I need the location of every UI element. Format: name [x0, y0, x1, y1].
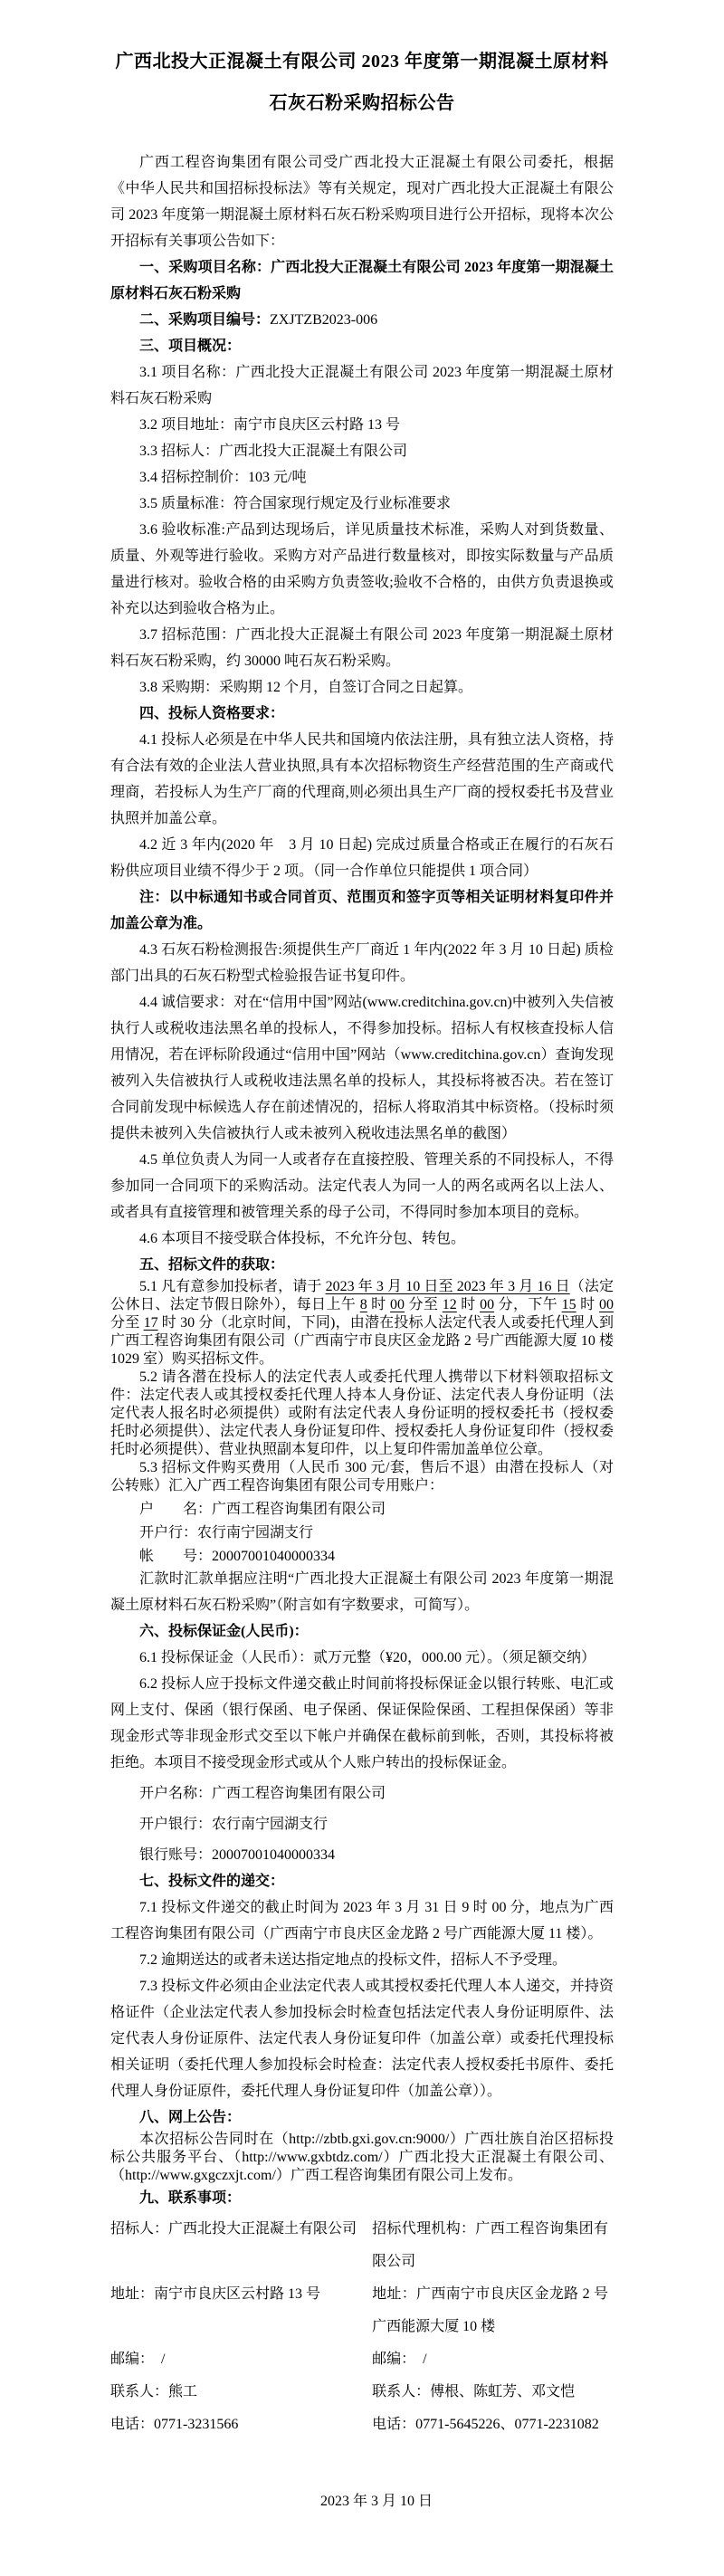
item-4-5 — [110, 1147, 614, 1226]
underlined-text: 00 — [480, 1297, 495, 1312]
item-7-3 — [110, 1973, 614, 2104]
remittance-note — [110, 1566, 614, 1618]
text-run: 5.1 凡有意参加投标者，请于 — [139, 1279, 326, 1294]
text-run: 汇款时汇款单据应注明“广西北投大正混凝土有限公司 2023 年度第一期混凝土原材料石灰石粉采购”（附言如有字数要求，可简写）。 — [110, 1571, 614, 1613]
text-run: （法定公休日、法定节假日除外），每日上午 — [110, 1279, 614, 1312]
item-4-2-note — [110, 884, 614, 937]
underlined-text: 12 — [442, 1297, 457, 1312]
text-run: 3.5 质量标准：符合国家现行规定及行业标准要求 — [139, 496, 452, 511]
item-4-4 — [110, 989, 614, 1147]
text-run: 开户名称：广西工程咨询集团有限公司 — [139, 1786, 386, 1801]
text-run: 3.8 采购期：采购期 12 个月，自签订合同之日起算。 — [139, 680, 473, 695]
item-4-6 — [110, 1226, 614, 1252]
underlined-text: 00 — [390, 1297, 405, 1312]
document-date: 2023 年 3 月 10 日 — [319, 2494, 433, 2509]
text-run: 7.2 逾期送达的或者未送达指定地点的投标文件，招标人不予受理。 — [139, 1952, 567, 1968]
text-run: 4.2 近 3 年内(2020 年 3 月 10 日起) 完成过质量合格或正在履行的石灰石粉供应项目业绩不得少于 2 项。（同一合作单位只能提供 1 项合同） — [110, 837, 614, 879]
text-run: 4.1 投标人必须是在中华人民共和国境内依法注册，具有独立法人资格，持有合法有效的企业法人营业执照,具有本次招标物资生产经营范围的生产商或代理商，若投标人为生产厂商的代理商,则必须出具生产厂商的授权委托书及营业执照并加盖公章。 — [110, 732, 614, 826]
item-3-4 — [110, 464, 614, 491]
document-body — [110, 149, 614, 2211]
deposit-account-number — [110, 1842, 614, 1868]
text-run: 九、联系事项： — [139, 2190, 242, 2206]
item-4-3 — [110, 937, 614, 989]
text-run: 4.5 单位负责人为同一人或者存在直接控股、管理关系的不同投标人，不得参加同一合同项下的采购活动。法定代表人为同一人的两名或两名以上法人、或者具有直接管理和被管理关系的母子公司，不得同时参加本项目的竞标。 — [110, 1152, 614, 1220]
section-8-heading — [110, 2104, 614, 2131]
contact-postcode-right: 邮编： / — [372, 2352, 427, 2367]
text-run: 分至 — [110, 1315, 144, 1331]
text-run: 分，下午 — [494, 1297, 562, 1312]
intro-paragraph — [110, 149, 614, 254]
text-run: 3.6 验收标准:产品到达现场后，详见质量技术标准，采购人对到货数量、质量、外观等进行验收。采购方对产品进行数量核对，即按实际数量与产品质量进行核对。验收合格的由采购方负责签收;验收不合格的，由供方负责退换或补充以达到验收合格为止。 — [110, 522, 614, 616]
text-run: 4.6 本项目不接受联合体投标，不允许分包、转包。 — [139, 1231, 466, 1246]
purchase-account-number — [110, 1548, 614, 1566]
text-run: 银行账号：20007001040000334 — [139, 1847, 336, 1863]
text-run: 3.4 招标控制价：103 元/吨 — [139, 470, 307, 485]
text-run: 本次招标公告同时在（http://zbtb.gxi.gov.cn:9000/）广西壮族自治区招标投标公共服务平台、（http://www.gxbtdz.com/）广西北投大正混凝土有限公司、（http://www.gxgczxjt.com/）广西工程咨询集团有限公司上发布。 — [110, 2132, 614, 2183]
purchase-account-name — [110, 1501, 614, 1519]
item-5-1 — [110, 1278, 614, 1369]
text-run: 六、投标保证金(人民币)： — [139, 1624, 309, 1639]
text-run: 户 名：广西工程咨询集团有限公司 — [139, 1502, 386, 1517]
text-run: 广西工程咨询集团有限公司受广西北投大正混凝土有限公司委托，根据《中华人民共和国招标投标法》等有关规定，现对广西北投大正混凝土有限公司 2023 年度第一期混凝土原材料石灰石粉采购项目进行公开招标，现将本次公开招标有关事项公告如下： — [110, 155, 614, 249]
text-run: 3.2 项目地址：南宁市良庆区云村路 13 号 — [139, 417, 401, 433]
text-run: 7.1 投标文件递交的截止时间为 2023 年 3 月 31 日 9 时 00 分，地点为广西工程咨询集团有限公司（广西南宁市良庆区金龙路 2 号广西能源大厦 11 楼）。 — [110, 1900, 614, 1942]
contact-address-left: 地址：南宁市良庆区云村路 13 号 — [110, 2286, 321, 2302]
item-3-7 — [110, 622, 614, 674]
contact-postcode-left: 邮编： / — [110, 2352, 166, 2367]
text-run: 注：以中标通知书或合同首页、范围页和签字页等相关证明材料复印件并加盖公章为准。 — [110, 890, 614, 931]
item-3-6 — [110, 517, 614, 622]
text-run: 7.3 投标文件必须由企业法定代表人或其授权委托代理人本人递交，并持资格证件（企业法定代表人参加投标会时检查包括法定代表人身份证明原件、法定代表人身份证原件、法定代表人身份证复印件（加盖公章）或委托代理投标相关证明（委托代理人参加投标会时检查：法定代表人授权委托书原件、委托代理人身份证原件，委托代理人身份证复印件（加盖公章））。 — [110, 1979, 614, 2099]
document-title: 广西北投大正混凝土有限公司 2023 年度第一期混凝土原材料石灰石粉采购招标公告 — [115, 52, 609, 113]
text-run: 6.2 投标人应于投标文件递交截止时间前将投标保证金以银行转账、电汇或网上支付、保函（银行保函、电子保函、保证保险保函、工程担保保函）等非现金形式等非现金形式交至以下帐户并确保在截标前到帐，否则，其投标将被拒绝。本项目不接受现金形式或从个人账户转出的投标保证金。 — [110, 1676, 614, 1770]
text-run: 3.7 招标范围：广西北投大正混凝土有限公司 2023 年度第一期混凝土原材料石灰石粉采购，约 30000 吨石灰石粉采购。 — [110, 627, 614, 669]
section-1-project-name — [110, 254, 614, 307]
text-run: 三、项目概况： — [139, 339, 242, 354]
contact-phone-right: 电话：0771-5645226、0771-2231082 — [372, 2417, 599, 2432]
contact-person-left: 联系人：熊工 — [110, 2384, 198, 2399]
text-run: 分至 — [405, 1297, 443, 1312]
section-7-heading — [110, 1868, 614, 1894]
text-run: 一、采购项目名称：广西北投大正混凝土有限公司 2023 年度第一期混凝土原材料石灰石粉采购 — [110, 260, 614, 301]
item-3-1 — [110, 359, 614, 412]
item-4-2 — [110, 832, 614, 884]
item-4-1 — [110, 727, 614, 832]
item-5-2 — [110, 1369, 614, 1459]
section-5-heading — [110, 1252, 614, 1278]
item-7-1 — [110, 1894, 614, 1947]
contact-address-right: 地址：广西南宁市良庆区金龙路 2 号广西能源大厦 10 楼 — [372, 2286, 608, 2334]
section-4-heading — [110, 701, 614, 727]
section-9-heading — [110, 2185, 614, 2211]
text-run: 3.1 项目名称：广西北投大正混凝土有限公司 2023 年度第一期混凝土原材料石灰石粉采购 — [110, 365, 614, 406]
text-run: 开户银行：农行南宁园湖支行 — [139, 1817, 329, 1832]
text-run: 五、招标文件的获取： — [139, 1257, 285, 1273]
text-run: 4.3 石灰石粉检测报告:须提供生产厂商近 1 年内(2022 年 3 月 10 日起) 质检部门出具的石灰石粉型式检验报告证书复印件。 — [110, 942, 614, 984]
deposit-account-name — [110, 1780, 614, 1807]
item-7-2 — [110, 1947, 614, 1973]
text-run: ZXJTZB2023-006 — [270, 312, 378, 328]
contact-phone-left: 电话：0771-3231566 — [110, 2417, 239, 2432]
text-run: 5.3 招标文件购买费用（人民币 300 元/套，售后不退）由潜在投标人（对公转账）汇入广西工程咨询集团有限公司专用账户： — [110, 1460, 614, 1493]
text-run: 时 — [576, 1297, 599, 1312]
text-run: 6.1 投标保证金（人民币）：贰万元整（¥20，000.00 元）。（须足额交纳） — [139, 1650, 596, 1665]
underlined-text: 15 — [561, 1297, 576, 1312]
item-8-content — [110, 2131, 614, 2185]
section-2-project-number — [110, 307, 614, 333]
item-5-3 — [110, 1459, 614, 1495]
contact-org-right: 招标代理机构：广西工程咨询集团有限公司 — [372, 2221, 608, 2269]
text-run: 时 30 分（北京时间，下同)，由潜在投标人法定代表人或委托代理人到广西工程咨询集团有限公司（广西南宁市良庆区金龙路 2 号广西能源大厦 10 楼 1029 室）购买招标文件。 — [110, 1315, 614, 1367]
item-6-1 — [110, 1645, 614, 1671]
section-6-heading — [110, 1618, 614, 1645]
text-run: 帐 号：20007001040000334 — [139, 1549, 336, 1564]
text-run: 四、投标人资格要求： — [139, 706, 285, 721]
text-run: 4.4 诚信要求：对在“信用中国”网站(www.creditchina.gov.cn)中被列入失信被执行人或税收违法黑名单的投标人，不得参加投标。招标人有权核查投标人信用情况，若在评标阶段通过“信用中国”网站（www.creditchina.gov.cn）查询发现被列入失信被执行人或税收违法黑名单的投标人，其投标将被否决。若在签订合同前发现中标候选人存在前述情况的，招标人将取消其中标资格。（投标时须提供未被列入失信被执行人或未被列入税收违法黑名单的截图） — [110, 995, 614, 1141]
contact-org-left: 招标人：广西北投大正混凝土有限公司 — [110, 2221, 357, 2237]
text-run: 七、投标文件的递交： — [139, 1874, 285, 1889]
text-run: 时 — [367, 1297, 391, 1312]
item-6-2 — [110, 1671, 614, 1776]
text-run: 5.2 请各潜在投标人的法定代表人或委托代理人携带以下材料领取招标文件：法定代表人或其授权委托代理人持本人身份证、法定代表人身份证明（法定代表人报名时必须提供）或附有法定代表人身份证明的授权委托书（授权委托时必须提供）、法定代表人身份证复印件、授权委托人身份证复印件（授权委托时必须提供）、营业执照副本复印件，以上复印件需加盖单位公章。 — [110, 1369, 614, 1457]
text-run: 3.3 招标人：广西北投大正混凝土有限公司 — [139, 444, 408, 459]
underlined-text: 2023 年 3 月 10 日至 2023 年 3 月 16 日 — [325, 1279, 570, 1294]
underlined-text: 00 — [598, 1297, 614, 1312]
item-3-2 — [110, 412, 614, 438]
text-run: 开户行：农行南宁园湖支行 — [139, 1525, 314, 1541]
section-3-heading — [110, 333, 614, 359]
item-3-5 — [110, 491, 614, 517]
item-3-8 — [110, 674, 614, 701]
text-run: 二、采购项目编号： — [139, 312, 271, 328]
text-run: 八、网上公告： — [139, 2110, 242, 2125]
text-run: 时 — [456, 1297, 481, 1312]
item-3-3 — [110, 438, 614, 464]
purchase-account-bank — [110, 1524, 614, 1542]
contact-table — [110, 2213, 614, 2441]
contact-person-right: 联系人：傅根、陈虹芳、邓文恺 — [372, 2384, 576, 2399]
deposit-account-bank — [110, 1811, 614, 1837]
underlined-text: 17 — [143, 1315, 158, 1331]
underlined-text: 8 — [359, 1297, 367, 1312]
